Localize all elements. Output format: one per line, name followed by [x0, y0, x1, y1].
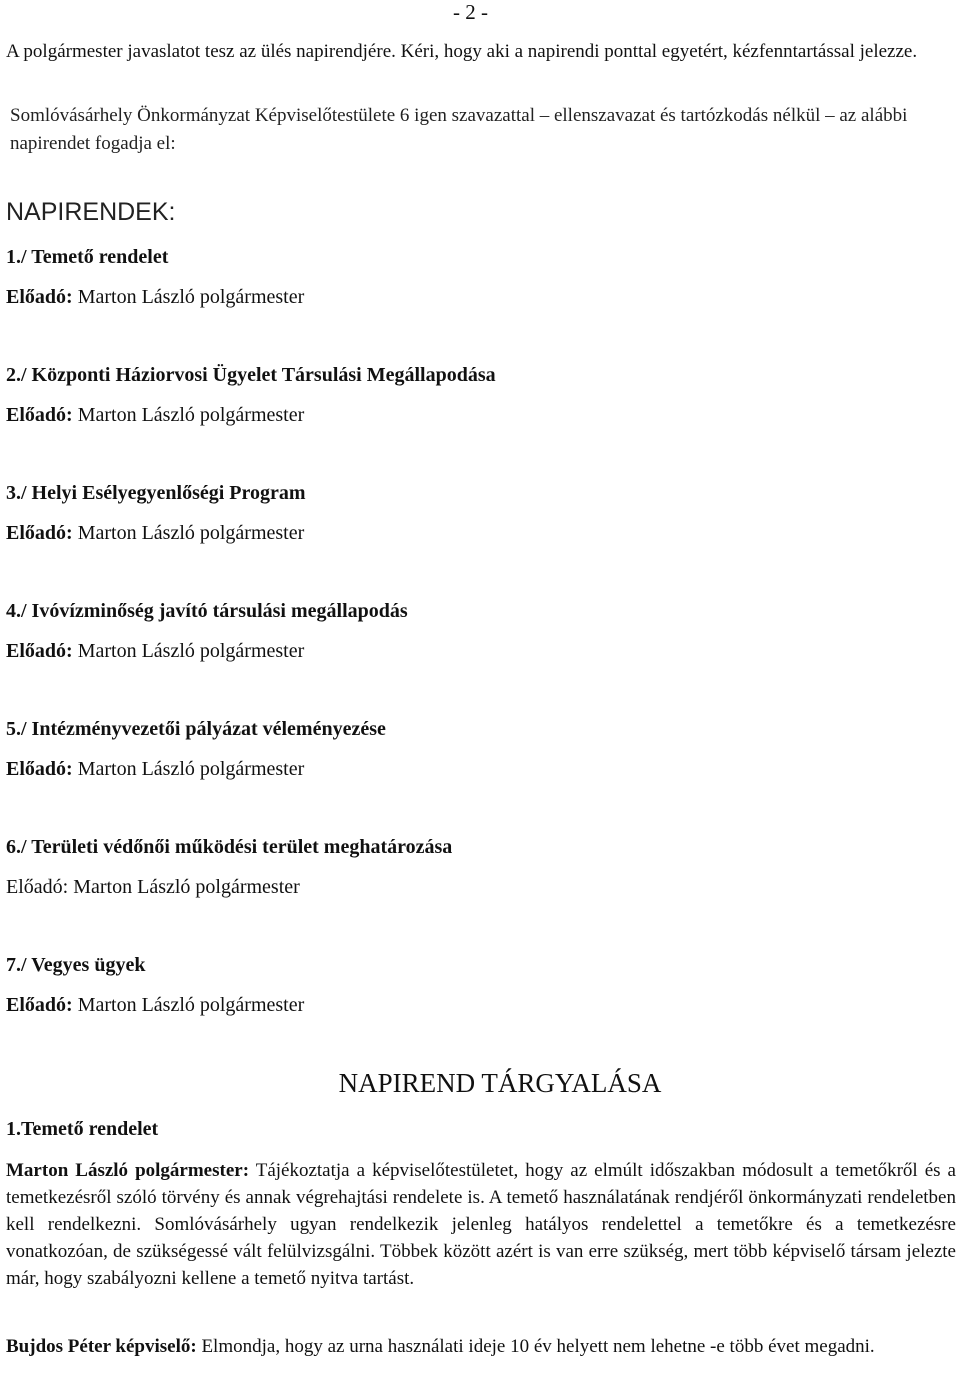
page-number: - 2 -: [453, 0, 488, 24]
agenda-item-title: 6./ Területi védőnői működési terület meghatározása: [6, 836, 453, 858]
presenter-name: Marton László polgármester: [77, 994, 305, 1016]
presenter-label: Előadó:: [6, 522, 73, 544]
presenter-label: Előadó:: [6, 404, 73, 426]
agenda-item-title: 1./ Temető rendelet: [6, 246, 169, 268]
vote-paragraph: Somlóvásárhely Önkormányzat Képviselőtestülete 6 igen szavazattal – ellenszavazat és tartózkodás nélkül – az alábbi napirendet fogadja el:: [10, 105, 908, 154]
agenda-item-title: 7./ Vegyes ügyek: [6, 954, 146, 976]
discussion-paragraph: [6, 1157, 956, 1292]
discussion-heading: [0, 1068, 960, 1099]
speaker-name: Marton László polgármester:: [6, 1160, 250, 1181]
presenter-label: Előadó:: [6, 876, 69, 898]
presenter-name: Marton László polgármester: [77, 286, 305, 308]
agenda-item: [6, 479, 956, 597]
agenda-item-title: 5./ Intézményvezetői pályázat véleményezése: [6, 718, 386, 740]
speaker-name: Bujdos Péter képviselő:: [6, 1336, 197, 1357]
agenda-item: [6, 243, 956, 361]
agenda-item-presenter: [6, 401, 956, 429]
discussion-paragraph: [6, 1333, 956, 1360]
presenter-name: Marton László polgármester: [77, 522, 305, 544]
intro-paragraph: A polgármester javaslatot tesz az ülés napirendjére. Kéri, hogy aki a napirendi ponttal egyetért, kézfenntartással jelezze.: [6, 41, 918, 62]
discussion-heading-text: NAPIREND TÁRGYALÁSA: [338, 1068, 662, 1098]
agenda-item: [6, 715, 956, 833]
speaker-text: Elmondja, hogy az urna használati ideje 10 év helyett nem lehetne -e több évet megadni.: [201, 1336, 875, 1357]
agenda-item: [6, 597, 956, 715]
discussion-subtitle: 1.Temető rendelet: [6, 1118, 159, 1140]
agenda-item-presenter: [6, 283, 956, 311]
agenda-item-presenter: [6, 637, 956, 665]
presenter-label: Előadó:: [6, 994, 73, 1016]
presenter-name: Marton László polgármester: [77, 758, 305, 780]
presenter-label: Előadó:: [6, 640, 73, 662]
agenda-item-presenter: [6, 991, 956, 1019]
agenda-item: [6, 361, 956, 479]
agenda-item: [6, 833, 956, 951]
agenda-item-presenter: [6, 873, 956, 901]
agenda-heading: NAPIRENDEK:: [6, 198, 176, 226]
agenda-item-presenter: [6, 519, 956, 547]
agenda-item-title: 2./ Központi Háziorvosi Ügyelet Társulási Megállapodása: [6, 364, 496, 386]
presenter-label: Előadó:: [6, 758, 73, 780]
agenda-item: [6, 951, 956, 1069]
presenter-name: Marton László polgármester: [77, 404, 305, 426]
agenda-list: [6, 243, 956, 1069]
agenda-item-presenter: [6, 755, 956, 783]
agenda-item-title: 4./ Ivóvízminőség javító társulási megállapodás: [6, 600, 408, 622]
presenter-label: Előadó:: [6, 286, 73, 308]
speaker-text: Tájékoztatja a képviselőtestületet, hogy az elmúlt időszakban módosult a temetőkről és a temetkezésről szóló törvény és annak végrehajtási rendelete is. A temető használatának rendjéről önkormányzati rendeletben kell rendelkezni. Somlóvásárhely ugyan rendelkezik jelenleg hatályos rendelettel a temetőkre és a temetkezésre vonatkozóan, de szükségessé vált felülvizsgálni. Többek között azért is van erre szükség, mert több képviselő társam jelezte már, hogy szabályozni kellene a temető nyitva tartást.: [6, 1160, 956, 1289]
agenda-item-title: 3./ Helyi Esélyegyenlőségi Program: [6, 482, 306, 504]
presenter-name: Marton László polgármester: [73, 876, 300, 898]
presenter-name: Marton László polgármester: [77, 640, 305, 662]
